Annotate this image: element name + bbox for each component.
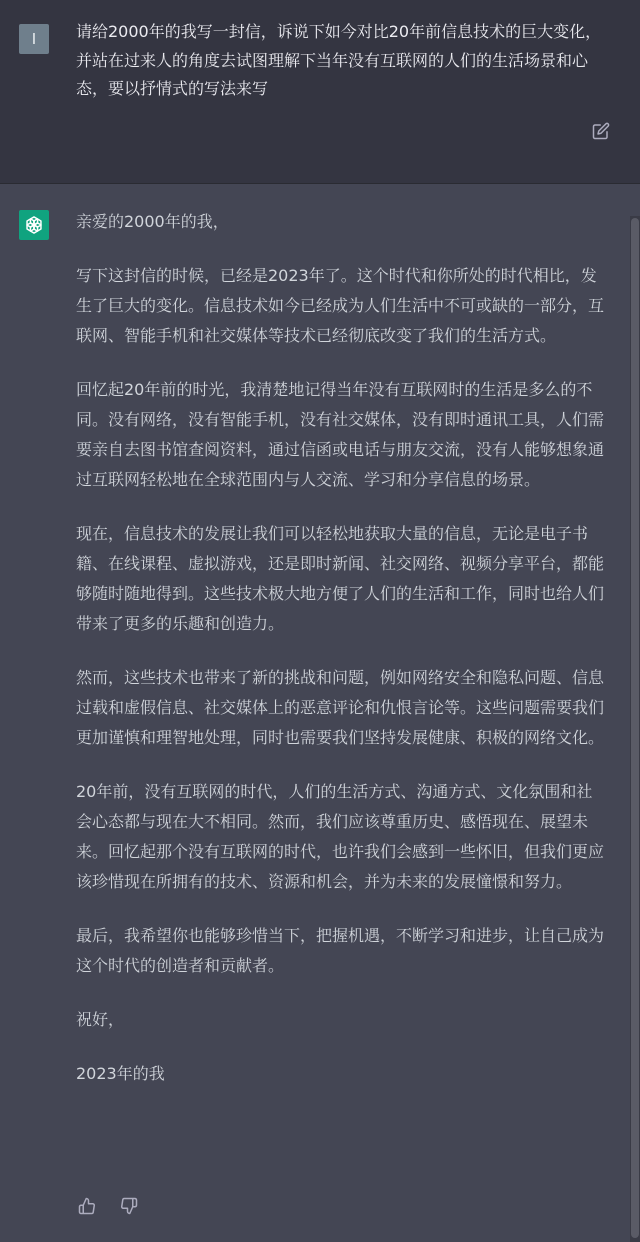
scrollbar[interactable] [630,216,640,1242]
thumbs-up-icon [78,1197,96,1215]
feedback-bar [78,1197,142,1219]
answer-paragraph: 回忆起20年前的时光，我清楚地记得当年没有互联网时的生活是多么的不同。没有网络，没有智能手机，没有社交媒体，没有即时通讯工具，人们需要亲自去图书馆查阅资料，通过信函或电话与朋友交流，没有人能够想象通过互联网轻松地在全球范围内与人交流、学习和分享信息的场景。 [76,380,605,489]
answer-closing: 祝好， [76,1010,125,1029]
thumbs-down-button[interactable] [120,1197,142,1219]
edit-icon [592,122,610,140]
answer-signature: 2023年的我 [76,1064,165,1083]
user-message-block [0,0,640,184]
answer-salutation: 亲爱的2000年的我， [76,212,229,231]
answer-paragraph: 然而，这些技术也带来了新的挑战和问题，例如网络安全和隐私问题、信息过载和虚假信息、社交媒体上的恶意评论和仇恨言论等。这些问题需要我们更加谨慎和理智地处理，同时也需要我们坚持发展健康、积极的网络文化。 [76,668,605,747]
answer-paragraph: 最后，我希望你也能够珍惜当下，把握机遇，不断学习和进步，让自己成为这个时代的创造者和贡献者。 [76,926,605,975]
assistant-message-block [0,185,640,1242]
user-message-text: 请给2000年的我写一封信，诉说下如今对比20年前信息技术的巨大变化，并站在过来人的角度去试图理解下当年没有互联网的人们的生活场景和心态，要以抒情式的写法来写 [76,22,602,98]
thumbs-down-icon [120,1197,138,1215]
assistant-avatar [19,210,49,240]
answer-paragraph: 写下这封信的时候，已经是2023年了。这个时代和你所处的时代相比，发生了巨大的变化。信息技术如今已经成为人们生活中不可或缺的一部分，互联网、智能手机和社交媒体等技术已经彻底改变了我们的生活方式。 [76,266,605,345]
user-avatar: I [19,24,49,54]
edit-message-button[interactable] [592,122,612,142]
answer-paragraph: 20年前，没有互联网的时代，人们的生活方式、沟通方式、文化氛围和社会心态都与现在大不相同。然而，我们应该尊重历史、感悟现在、展望未来。回忆起那个没有互联网的时代，也许我们会感到一些怀旧，但我们更应该珍惜现在所拥有的技术、资源和机会，并为未来的发展憧憬和努力。 [76,782,605,891]
assistant-answer [76,207,608,1113]
openai-logo-icon [23,214,45,236]
scrollbar-thumb[interactable] [631,218,639,1238]
thumbs-up-button[interactable] [78,1197,100,1219]
answer-paragraph: 现在，信息技术的发展让我们可以轻松地获取大量的信息，无论是电子书籍、在线课程、虚拟游戏，还是即时新闻、社交网络、视频分享平台，都能够随时随地得到。这些技术极大地方便了人们的生活和工作，同时也给人们带来了更多的乐趣和创造力。 [76,524,605,633]
